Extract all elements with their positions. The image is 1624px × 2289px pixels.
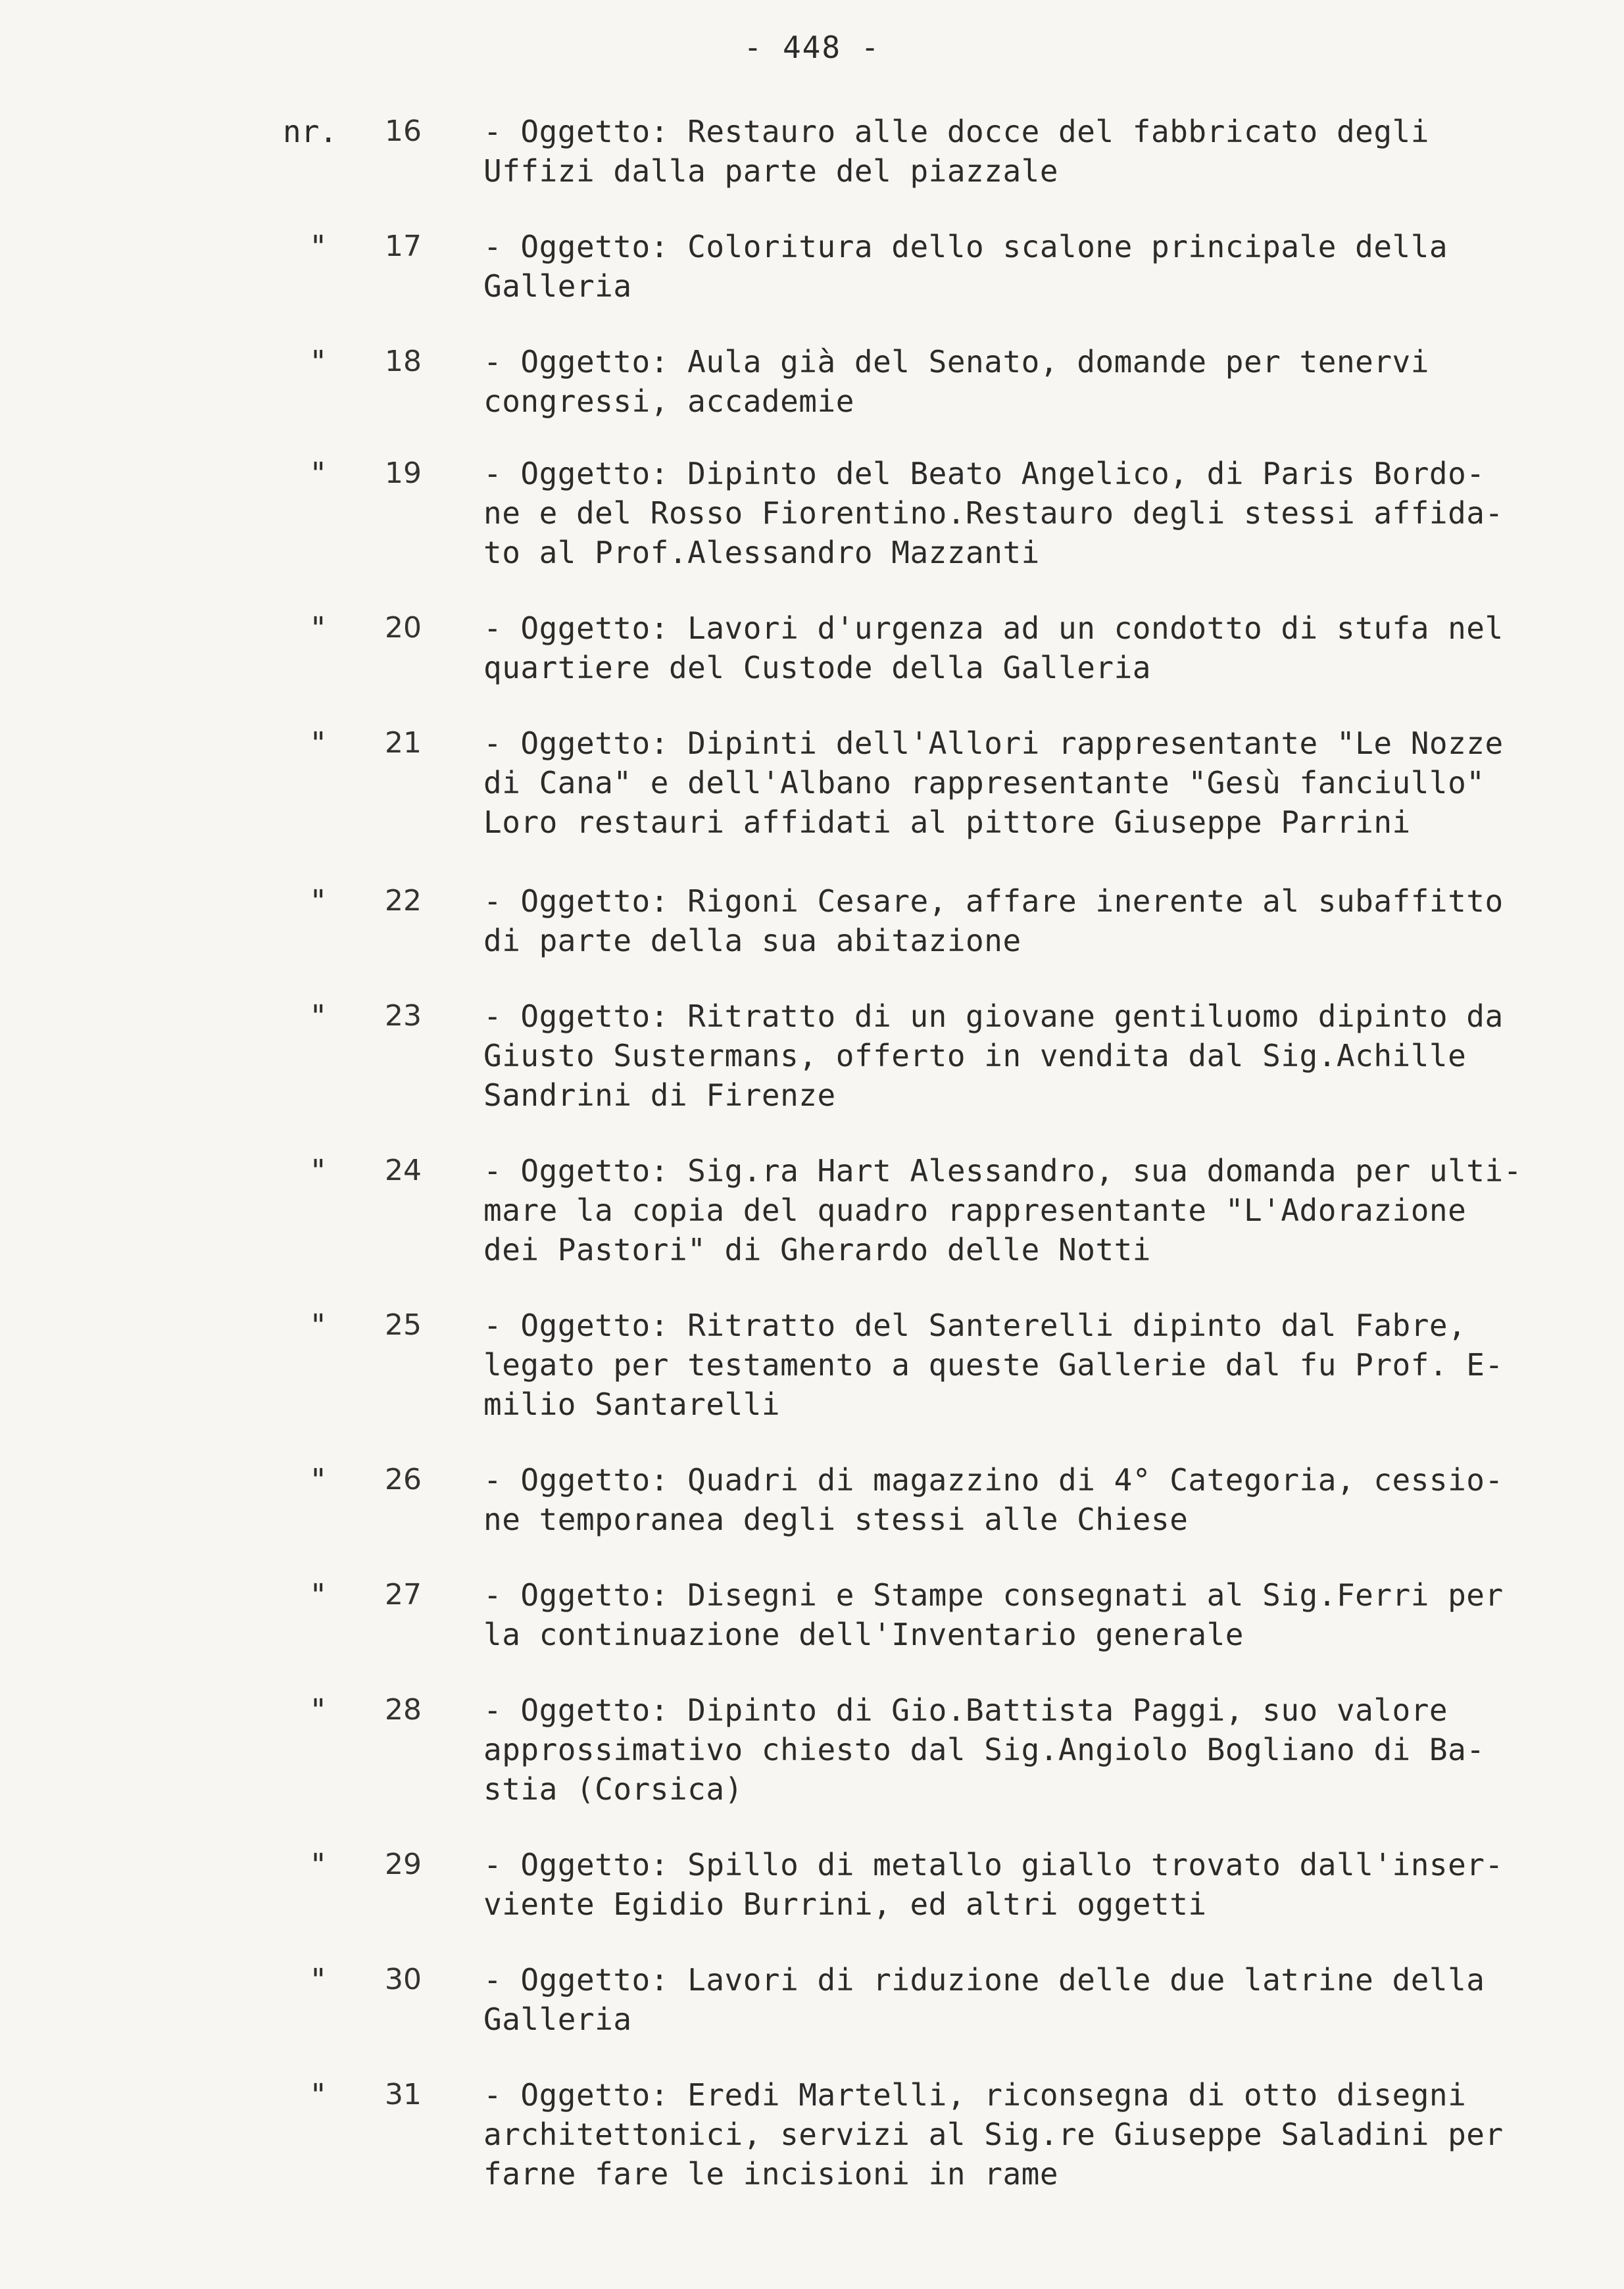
entry-prefix: "	[309, 1692, 328, 1728]
entry-text: - Oggetto: Dipinto del Beato Angelico, di Paris Bordo- ne e del Rosso Fiorentino.Restauro degli stessi affida- to al Prof.Alessandro Mazzanti	[483, 456, 1504, 570]
entry-prefix: "	[309, 456, 328, 491]
entry-prefix: nr.	[283, 114, 338, 149]
entry-prefix: "	[309, 1308, 328, 1343]
entry-number: 27	[385, 1578, 422, 1612]
entry-text: - Oggetto: Rigoni Cesare, affare inerente al subaffitto di parte della sua abitazione	[483, 883, 1504, 958]
entry-number: 16	[385, 114, 422, 148]
entry-number: 25	[385, 1308, 422, 1342]
entry-prefix: "	[309, 726, 328, 761]
entry-number: 18	[385, 345, 422, 378]
page-number: - 448 -	[743, 30, 881, 65]
entry-prefix: "	[309, 998, 328, 1034]
entry-prefix: "	[309, 229, 328, 264]
entry-number: 20	[385, 611, 422, 645]
entry-prefix: "	[309, 1577, 328, 1613]
entry-prefix: "	[309, 344, 328, 380]
entry-text: - Oggetto: Lavori d'urgenza ad un condotto di stufa nel quartiere del Custode della Galleria	[483, 610, 1504, 685]
entry-text: - Oggetto: Eredi Martelli, riconsegna di otto disegni architettonici, servizi al Sig.re Giuseppe Saladini per farne fare le incisioni in rame	[483, 2077, 1504, 2192]
entry-number: 19	[385, 456, 422, 490]
entry-text: - Oggetto: Restauro alle docce del fabbricato degli Uffizi dalla parte del piazzale	[483, 114, 1429, 189]
entry-number: 21	[385, 726, 422, 760]
entry-text: - Oggetto: Lavori di riduzione delle due latrine della Galleria	[483, 1962, 1485, 2037]
entry-text: - Oggetto: Coloritura dello scalone principale della Galleria	[483, 229, 1448, 304]
entry-number: 26	[385, 1463, 422, 1496]
entry-text: - Oggetto: Aula già del Senato, domande per tenervi congressi, accademie	[483, 344, 1429, 419]
entry-text: - Oggetto: Dipinto di Gio.Battista Paggi, suo valore approssimativo chiesto dal Sig.Angiolo Bogliano di Ba- stia (Corsica)	[483, 1692, 1485, 1807]
entry-number: 17	[385, 230, 422, 263]
entry-text: - Oggetto: Spillo di metallo giallo trovato dall'inser- viente Egidio Burrini, ed altri oggetti	[483, 1847, 1504, 1922]
entry-text: - Oggetto: Quadri di magazzino di 4° Categoria, cessio- ne temporanea degli stessi alle Chiese	[483, 1462, 1504, 1537]
entry-prefix: "	[309, 1462, 328, 1498]
entry-number: 22	[385, 884, 422, 918]
entry-number: 24	[385, 1154, 422, 1187]
entry-number: 28	[385, 1693, 422, 1727]
entry-text: - Oggetto: Ritratto di un giovane gentiluomo dipinto da Giusto Sustermans, offerto in vendita dal Sig.Achille Sandrini di Firenze	[483, 998, 1504, 1113]
entry-number: 31	[385, 2078, 422, 2111]
entry-prefix: "	[309, 1847, 328, 1883]
entry-prefix: "	[309, 1962, 328, 1998]
entry-number: 23	[385, 999, 422, 1033]
entry-number: 29	[385, 1848, 422, 1881]
entry-prefix: "	[309, 610, 328, 646]
entry-text: - Oggetto: Ritratto del Santerelli dipinto dal Fabre, legato per testamento a queste Gallerie dal fu Prof. E- milio Santarelli	[483, 1308, 1504, 1422]
entry-prefix: "	[309, 2077, 328, 2113]
entry-text: - Oggetto: Disegni e Stampe consegnati al Sig.Ferri per la continuazione dell'Inventario generale	[483, 1577, 1504, 1652]
entry-text: - Oggetto: Dipinti dell'Allori rappresentante "Le Nozze di Cana" e dell'Albano rappresentante "Gesù fanciullo" Loro restauri affidati al pittore Giuseppe Parrini	[483, 726, 1504, 840]
entry-prefix: "	[309, 883, 328, 919]
entry-text: - Oggetto: Sig.ra Hart Alessandro, sua domanda per ulti- mare la copia del quadro rappresentante "L'Adorazione dei Pastori" di Gherardo delle Notti	[483, 1153, 1522, 1268]
entry-number: 30	[385, 1963, 422, 1996]
entry-prefix: "	[309, 1153, 328, 1189]
